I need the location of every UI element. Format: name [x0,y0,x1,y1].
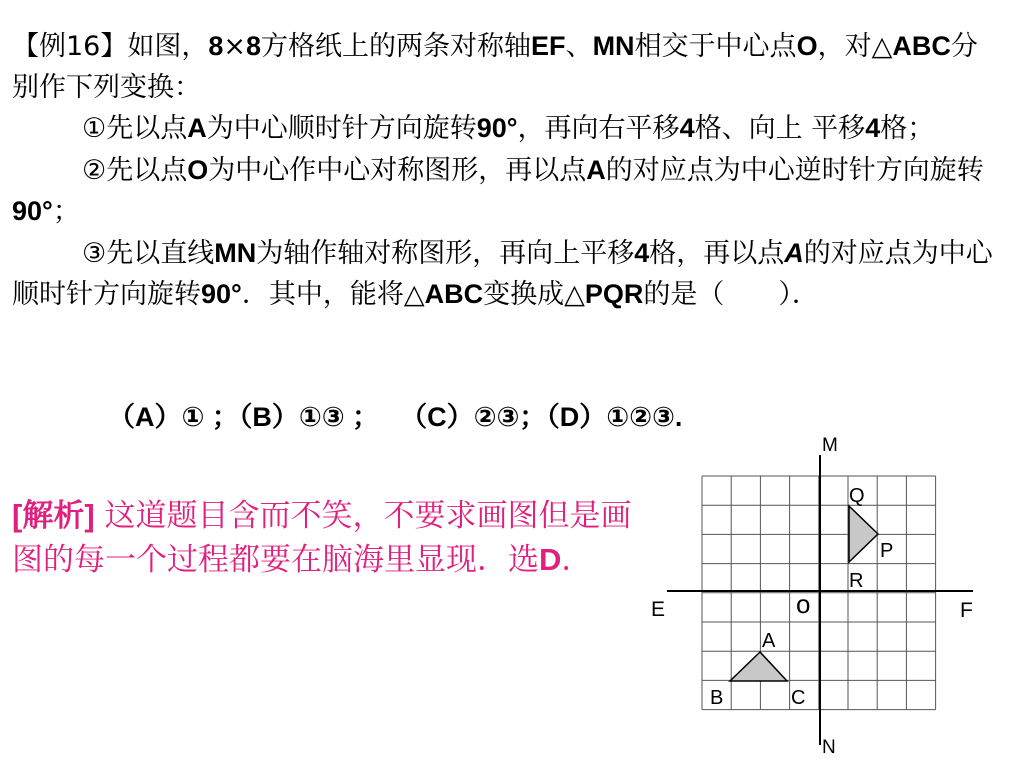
analysis-answer: D [539,542,562,577]
analysis-text: 这道题目含而不笑，不要求画图但是画图的每一个过程都要在脑海里显现．选 [12,498,632,578]
label-m: M [822,435,838,456]
step-3: ③先以直线MN为轴作轴对称图形，再向上平移4格，再以点A的对应点为中心顺时针方向旋转90°．其中，能将△ABC变换成△PQR的是（ ）． [12,237,993,310]
step-1: ①先以点A为中心顺时针方向旋转90°，再向右平移4格、向上 平移4格； [82,113,935,144]
label-r: R [849,570,864,592]
analysis-label: [解析] [12,498,95,533]
problem-intro: 【例16】如图，8×8方格纸上的两条对称轴EF、MN相交于中心点O，对△ABC分别作下列变换： [12,31,978,103]
answer-choices: （A）① ；（B）①③ ； （C）②③；（D）①②③. [108,402,683,432]
label-n: N [822,737,836,758]
label-c: C [791,687,806,709]
label-e: E [651,598,666,621]
analysis: [解析] 这道题目含而不笑，不要求画图但是画图的每一个过程都要在脑海里显现．选D． [12,498,632,578]
step-2: ②先以点O为中心作中心对称图形，再以点A的对应点为中心逆时针方向旋转90°； [12,154,984,227]
triangle-abc [730,652,787,681]
triangle-pqr [849,506,878,562]
label-p: P [880,540,894,562]
label-b: B [710,687,724,709]
label-q: Q [849,485,865,507]
label-a: A [762,630,776,652]
label-f: F [960,599,973,622]
label-o: o [796,589,811,619]
